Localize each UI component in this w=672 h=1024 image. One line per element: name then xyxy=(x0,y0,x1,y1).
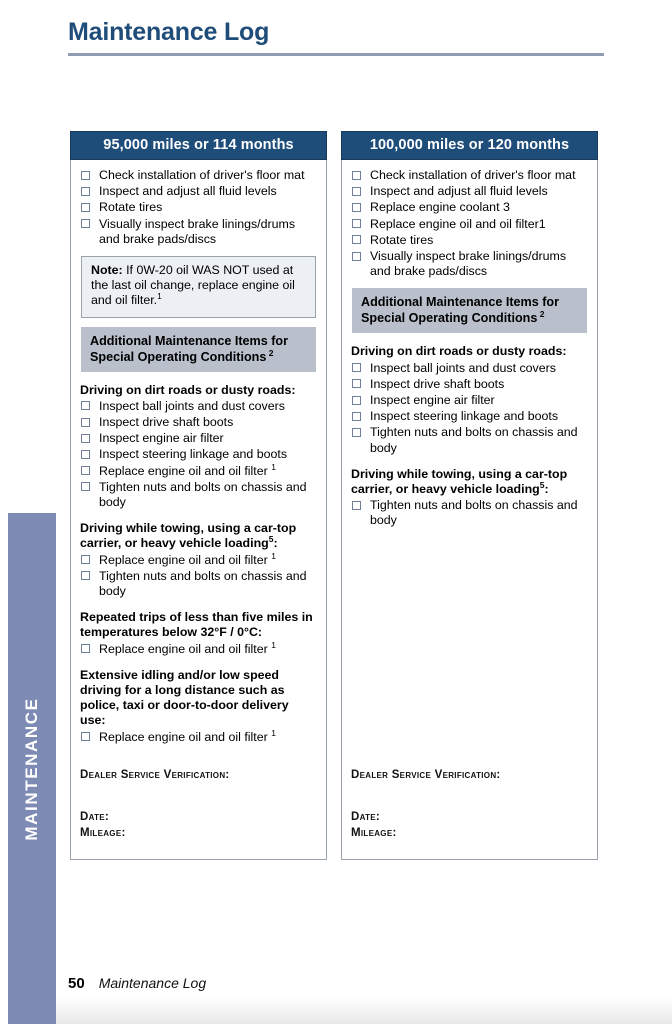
section-checklist xyxy=(80,550,317,600)
section-checklist xyxy=(80,639,317,657)
checklist-item-label: Replace engine oil and oil filter xyxy=(99,729,272,744)
footnote-marker: 5 xyxy=(268,534,274,545)
verification-signature-space xyxy=(80,783,317,809)
checkbox[interactable] xyxy=(81,418,90,427)
note-text: If 0W-20 oil WAS NOT used at the last oil change, replace engine oil and oil filter. xyxy=(91,263,295,308)
checkbox[interactable] xyxy=(352,501,361,510)
section-heading xyxy=(80,610,317,640)
checkbox[interactable] xyxy=(352,363,361,372)
checklist-item[interactable] xyxy=(80,550,317,568)
checklist-item-label: Replace engine oil and oil filter xyxy=(99,552,272,567)
checklist-item-label: Inspect drive shaft boots xyxy=(99,415,234,430)
checklist-item-label: Replace engine oil and oil filter xyxy=(99,463,272,478)
checklist-item[interactable] xyxy=(351,217,588,232)
section-heading-text: Repeated trips of less than five miles in temperatures below 32°F / 0°C: xyxy=(80,610,313,640)
section-heading-text: Driving while towing, using a car-top carrier, or heavy vehicle loading xyxy=(351,466,568,497)
checklist-item[interactable] xyxy=(80,415,317,430)
checklist-item-label: Visually inspect brake linings/drums and brake pads/discs xyxy=(370,249,567,279)
checklist-item-label: Check installation of driver's floor mat xyxy=(370,168,576,182)
checklist-item[interactable] xyxy=(80,447,317,462)
verification-signature-space xyxy=(351,783,588,809)
checklist-item[interactable] xyxy=(351,233,588,248)
footnote-marker: 2 xyxy=(266,347,274,358)
section-heading-text: Driving while towing, using a car-top carrier, or heavy vehicle loading xyxy=(80,521,297,551)
checklist-item[interactable] xyxy=(351,200,588,215)
checkbox[interactable] xyxy=(81,401,90,410)
verification-mileage-label: Mileage: xyxy=(351,827,397,839)
checkbox[interactable] xyxy=(81,219,90,228)
checklist-item-label: Tighten nuts and bolts on chassis and body xyxy=(370,498,578,528)
title-divider xyxy=(68,53,604,56)
checkbox[interactable] xyxy=(352,412,361,421)
checklist-item-label: Tighten nuts and bolts on chassis and body xyxy=(370,425,578,455)
footer xyxy=(68,975,206,992)
footnote-marker: 1 xyxy=(271,550,276,561)
verification-title: Dealer Service Verification: xyxy=(80,769,230,781)
section-tab-label: MAINTENANCE xyxy=(22,696,41,841)
checkbox[interactable] xyxy=(81,482,90,491)
checkbox[interactable] xyxy=(81,571,90,580)
verification-title: Dealer Service Verification: xyxy=(351,769,501,781)
section-heading-text: Driving on dirt roads or dusty roads: xyxy=(351,344,567,359)
checklist-item[interactable] xyxy=(80,184,317,199)
section-heading xyxy=(351,467,588,497)
checklist-item-label: Inspect steering linkage and boots xyxy=(370,409,559,424)
checkbox[interactable] xyxy=(81,644,90,653)
checklist-item[interactable] xyxy=(351,249,588,279)
checklist-item[interactable] xyxy=(351,498,588,528)
checklist-item-label: Inspect and adjust all fluid levels xyxy=(99,184,277,199)
checklist-item-label: Visually inspect brake linings/drums and brake pads/discs xyxy=(99,216,296,246)
note-box xyxy=(81,256,316,318)
section-heading-text: Extensive idling and/or low speed driving for a long distance such as police, taxi or door-to-door delivery use: xyxy=(80,667,289,728)
band-line-2: Special Operating Conditions $^2$ xyxy=(361,309,545,326)
checklist-item-label: Tighten nuts and bolts on chassis and body xyxy=(99,568,307,599)
main-checklist xyxy=(351,168,588,279)
footnote-marker: 5 xyxy=(539,479,545,490)
checklist-item-label: Replace engine oil and oil filter1 xyxy=(370,216,546,231)
checklist-item[interactable] xyxy=(351,184,588,199)
checkbox[interactable] xyxy=(352,252,361,261)
band-line-1: Additional Maintenance Items for xyxy=(90,333,289,348)
checkbox[interactable] xyxy=(352,396,361,405)
checklist-item-label: Inspect engine air filter xyxy=(99,431,224,446)
verification-date-label: Date: xyxy=(80,811,110,823)
special-conditions-band xyxy=(352,288,587,333)
checklist-item-label: Inspect and adjust all fluid levels xyxy=(370,184,548,199)
section-checklist xyxy=(80,727,317,745)
column-body xyxy=(70,160,327,860)
checklist-item[interactable] xyxy=(80,727,317,745)
checkbox[interactable] xyxy=(81,466,90,475)
dealer-service-verification xyxy=(351,767,588,841)
page-bottom-shadow xyxy=(56,996,672,1024)
checkbox[interactable] xyxy=(352,428,361,437)
checkbox[interactable] xyxy=(81,555,90,564)
section-checklist xyxy=(351,498,588,528)
section-checklist xyxy=(351,361,588,456)
checklist-item-label: Inspect steering linkage and boots xyxy=(99,447,288,462)
note-label: Note: xyxy=(91,263,123,278)
band-line-2: Special Operating Conditions $^2$ xyxy=(90,347,274,364)
dealer-service-verification xyxy=(80,767,317,841)
checklist-item-label: Rotate tires xyxy=(370,232,434,247)
checklist-item[interactable] xyxy=(351,361,588,376)
checklist-item[interactable] xyxy=(351,393,588,408)
checklist-item-label: Replace engine oil and oil filter xyxy=(99,641,272,656)
checkbox[interactable] xyxy=(352,235,361,244)
checklist-item[interactable] xyxy=(80,639,317,657)
footnote-marker: 1 xyxy=(271,461,276,472)
checklist-item[interactable] xyxy=(80,399,317,414)
column-header-right: 100,000 miles or 120 months xyxy=(341,131,598,160)
checklist-item[interactable] xyxy=(80,461,317,479)
checklist-item-label: Tighten nuts and bolts on chassis and body xyxy=(99,479,307,510)
checklist-item[interactable] xyxy=(80,168,317,183)
checkbox[interactable] xyxy=(81,732,90,741)
footnote-marker: 2 xyxy=(537,309,545,320)
checkbox[interactable] xyxy=(352,219,361,228)
section-heading-tail: : xyxy=(273,536,278,551)
special-conditions-band xyxy=(81,327,316,372)
section-heading xyxy=(351,344,588,359)
checklist-item[interactable] xyxy=(80,200,317,215)
checklist-item[interactable] xyxy=(80,480,317,510)
verification-date-label: Date: xyxy=(351,811,381,823)
maintenance-column-right xyxy=(341,131,598,860)
footnote-marker: 1 xyxy=(157,291,162,302)
page-title: Maintenance Log xyxy=(68,18,270,46)
footer-page-number: 50 xyxy=(68,975,85,992)
checkbox[interactable] xyxy=(352,171,361,180)
checklist-item-label: Inspect engine air filter xyxy=(370,393,495,408)
checklist-item-label: Inspect ball joints and dust covers xyxy=(99,398,285,413)
section-heading-tail: : xyxy=(544,482,549,497)
checklist-item[interactable] xyxy=(351,425,588,455)
section-heading xyxy=(80,521,317,551)
checklist-item[interactable] xyxy=(351,168,588,183)
checklist-item-label: Check installation of driver's floor mat xyxy=(99,168,305,182)
footnote-marker: 1 xyxy=(271,639,276,650)
checklist-item[interactable] xyxy=(80,431,317,446)
section-tab-maintenance xyxy=(8,513,56,1024)
checklist-item[interactable] xyxy=(351,377,588,392)
checklist-item-label: Inspect ball joints and dust covers xyxy=(370,360,556,375)
checklist-item[interactable] xyxy=(351,409,588,424)
section-heading xyxy=(80,668,317,729)
checkbox[interactable] xyxy=(81,171,90,180)
checkbox[interactable] xyxy=(81,434,90,443)
checkbox[interactable] xyxy=(352,203,361,212)
column-header-left: 95,000 miles or 114 months xyxy=(70,131,327,160)
column-body xyxy=(341,160,598,860)
checkbox[interactable] xyxy=(81,187,90,196)
band-line-1: Additional Maintenance Items for xyxy=(361,295,560,310)
footer-section-label: Maintenance Log xyxy=(98,975,207,991)
section-heading xyxy=(80,383,317,398)
footnote-marker: 1 xyxy=(271,727,276,738)
checklist-item-label: Inspect drive shaft boots xyxy=(370,376,505,391)
checklist-item[interactable] xyxy=(80,569,317,599)
checklist-item-label: Replace engine coolant 3 xyxy=(370,200,510,215)
checkbox[interactable] xyxy=(352,379,361,388)
main-checklist xyxy=(80,168,317,247)
checkbox[interactable] xyxy=(81,450,90,459)
maintenance-column-left xyxy=(70,131,327,860)
checkbox[interactable] xyxy=(81,203,90,212)
checklist-item-label: Rotate tires xyxy=(99,200,163,215)
section-heading-text: Driving on dirt roads or dusty roads: xyxy=(80,382,296,397)
section-checklist xyxy=(80,399,317,510)
verification-mileage-label: Mileage: xyxy=(80,827,126,839)
checkbox[interactable] xyxy=(352,187,361,196)
checklist-item[interactable] xyxy=(80,217,317,247)
